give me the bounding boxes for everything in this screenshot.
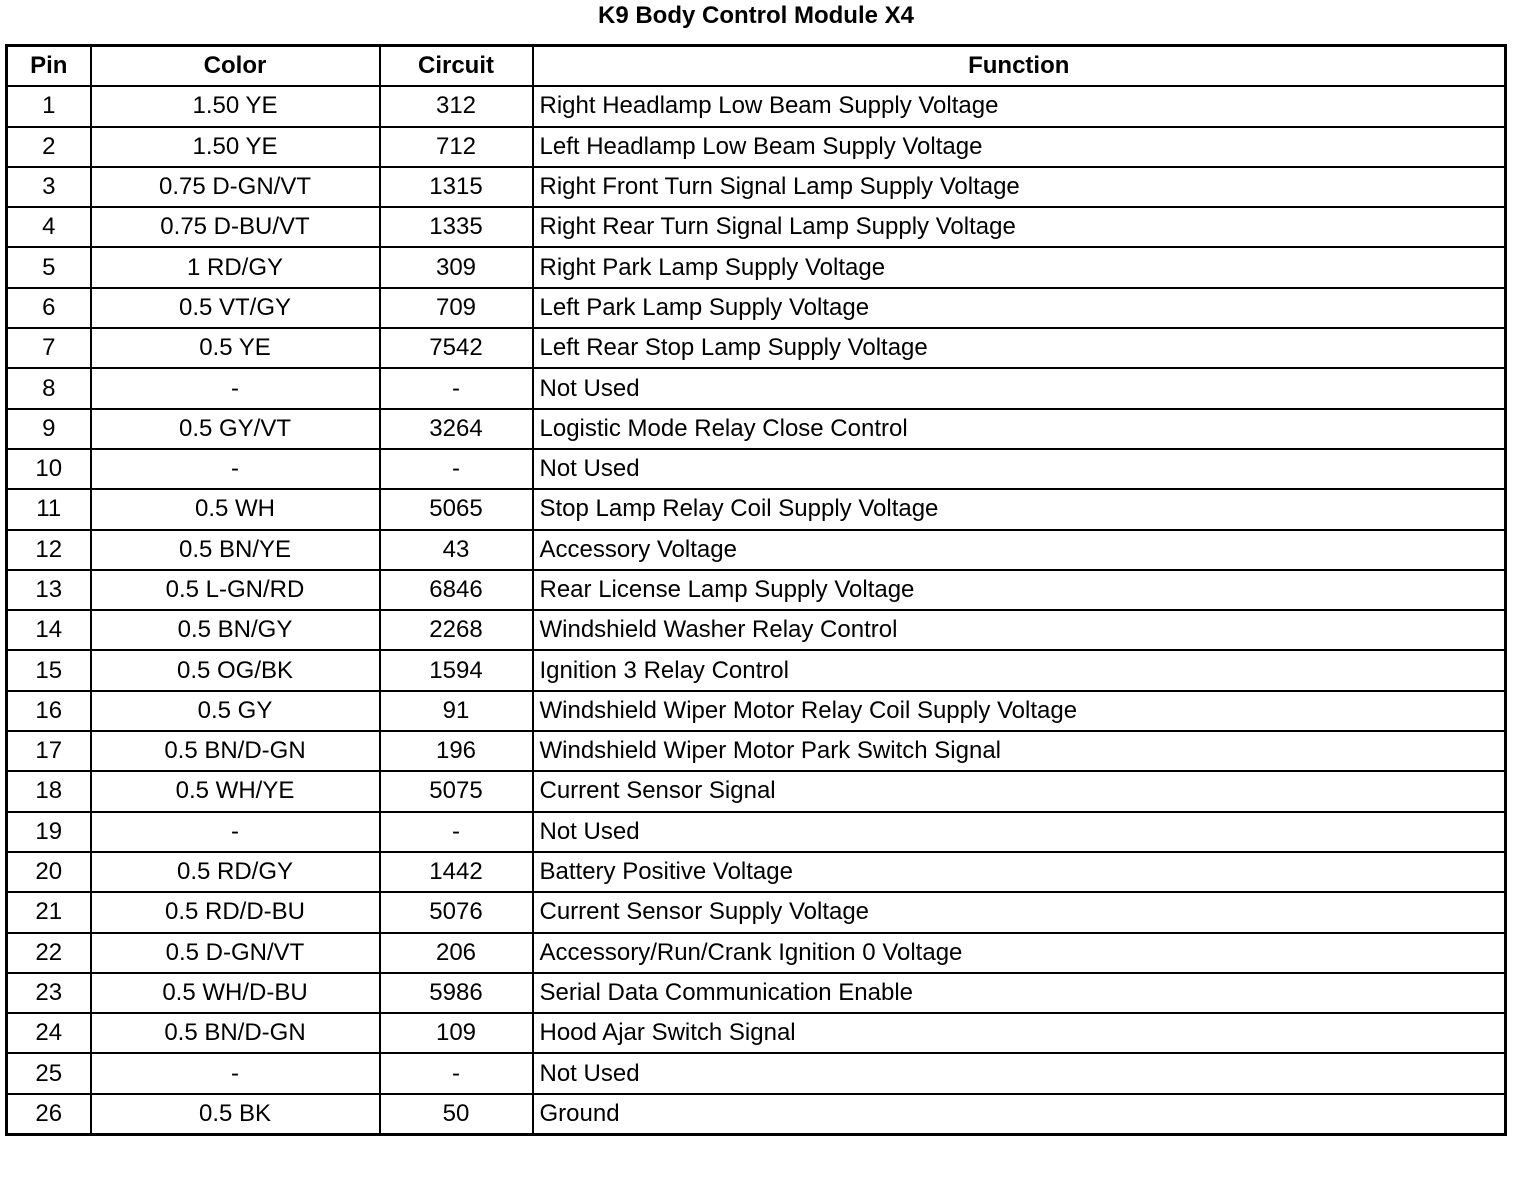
function-cell: Not Used bbox=[533, 1053, 1506, 1093]
function-cell: Accessory Voltage bbox=[533, 530, 1506, 570]
table-row bbox=[7, 973, 1506, 1013]
color-cell: 1 RD/GY bbox=[91, 247, 380, 287]
color-cell: 0.5 OG/BK bbox=[91, 650, 380, 690]
table-header-row bbox=[7, 46, 1506, 87]
color-cell: 0.5 BK bbox=[91, 1094, 380, 1135]
table-row bbox=[7, 167, 1506, 207]
circuit-cell: 3264 bbox=[380, 409, 533, 449]
pin-cell: 13 bbox=[7, 570, 91, 610]
table-row bbox=[7, 530, 1506, 570]
color-cell: 0.5 BN/GY bbox=[91, 610, 380, 650]
table-row bbox=[7, 933, 1506, 973]
function-cell: Not Used bbox=[533, 368, 1506, 408]
circuit-cell: - bbox=[380, 812, 533, 852]
pin-cell: 8 bbox=[7, 368, 91, 408]
function-cell: Right Headlamp Low Beam Supply Voltage bbox=[533, 86, 1506, 126]
function-cell: Not Used bbox=[533, 449, 1506, 489]
pin-cell: 16 bbox=[7, 691, 91, 731]
table-body bbox=[7, 86, 1506, 1134]
table-row bbox=[7, 650, 1506, 690]
circuit-cell: 7542 bbox=[380, 328, 533, 368]
circuit-cell: 1335 bbox=[380, 207, 533, 247]
table-row bbox=[7, 328, 1506, 368]
circuit-cell: 2268 bbox=[380, 610, 533, 650]
table-row bbox=[7, 449, 1506, 489]
pin-cell: 24 bbox=[7, 1013, 91, 1053]
table-row bbox=[7, 247, 1506, 287]
pin-cell: 23 bbox=[7, 973, 91, 1013]
pin-cell: 19 bbox=[7, 812, 91, 852]
pin-cell: 9 bbox=[7, 409, 91, 449]
color-cell: 0.75 D-GN/VT bbox=[91, 167, 380, 207]
circuit-cell: 43 bbox=[380, 530, 533, 570]
function-cell: Right Rear Turn Signal Lamp Supply Voltage bbox=[533, 207, 1506, 247]
pin-cell: 21 bbox=[7, 892, 91, 932]
color-cell: 0.5 WH bbox=[91, 489, 380, 529]
color-cell: 0.5 L-GN/RD bbox=[91, 570, 380, 610]
color-cell: 0.5 BN/D-GN bbox=[91, 1013, 380, 1053]
pin-cell: 18 bbox=[7, 771, 91, 811]
color-cell: 0.5 RD/GY bbox=[91, 852, 380, 892]
table-row bbox=[7, 812, 1506, 852]
pin-cell: 15 bbox=[7, 650, 91, 690]
circuit-cell: - bbox=[380, 368, 533, 408]
circuit-cell: 109 bbox=[380, 1013, 533, 1053]
table-row bbox=[7, 691, 1506, 731]
column-header-function: Function bbox=[533, 46, 1506, 87]
table-row bbox=[7, 610, 1506, 650]
pin-cell: 17 bbox=[7, 731, 91, 771]
circuit-cell: 312 bbox=[380, 86, 533, 126]
color-cell: - bbox=[91, 449, 380, 489]
table-row bbox=[7, 368, 1506, 408]
circuit-cell: 5986 bbox=[380, 973, 533, 1013]
function-cell: Current Sensor Supply Voltage bbox=[533, 892, 1506, 932]
column-header-color: Color bbox=[91, 46, 380, 87]
color-cell: 0.5 BN/D-GN bbox=[91, 731, 380, 771]
function-cell: Right Park Lamp Supply Voltage bbox=[533, 247, 1506, 287]
function-cell: Hood Ajar Switch Signal bbox=[533, 1013, 1506, 1053]
color-cell: - bbox=[91, 368, 380, 408]
table-row bbox=[7, 892, 1506, 932]
table-row bbox=[7, 86, 1506, 126]
circuit-cell: 6846 bbox=[380, 570, 533, 610]
pin-cell: 6 bbox=[7, 288, 91, 328]
pin-cell: 3 bbox=[7, 167, 91, 207]
color-cell: 0.5 YE bbox=[91, 328, 380, 368]
color-cell: 0.5 GY/VT bbox=[91, 409, 380, 449]
pin-cell: 11 bbox=[7, 489, 91, 529]
pin-cell: 5 bbox=[7, 247, 91, 287]
circuit-cell: 309 bbox=[380, 247, 533, 287]
table-row bbox=[7, 127, 1506, 167]
pin-cell: 4 bbox=[7, 207, 91, 247]
table-row bbox=[7, 731, 1506, 771]
color-cell: - bbox=[91, 1053, 380, 1093]
circuit-cell: 50 bbox=[380, 1094, 533, 1135]
function-cell: Left Rear Stop Lamp Supply Voltage bbox=[533, 328, 1506, 368]
function-cell: Windshield Wiper Motor Park Switch Signal bbox=[533, 731, 1506, 771]
table-row bbox=[7, 1053, 1506, 1093]
circuit-cell: - bbox=[380, 449, 533, 489]
pin-cell: 20 bbox=[7, 852, 91, 892]
color-cell: 0.5 WH/YE bbox=[91, 771, 380, 811]
table-row bbox=[7, 409, 1506, 449]
function-cell: Ground bbox=[533, 1094, 1506, 1135]
table-row bbox=[7, 288, 1506, 328]
table-row bbox=[7, 570, 1506, 610]
pin-cell: 2 bbox=[7, 127, 91, 167]
function-cell: Not Used bbox=[533, 812, 1506, 852]
circuit-cell: 5075 bbox=[380, 771, 533, 811]
color-cell: 1.50 YE bbox=[91, 86, 380, 126]
pin-cell: 22 bbox=[7, 933, 91, 973]
function-cell: Battery Positive Voltage bbox=[533, 852, 1506, 892]
function-cell: Right Front Turn Signal Lamp Supply Voltage bbox=[533, 167, 1506, 207]
pin-cell: 12 bbox=[7, 530, 91, 570]
function-cell: Current Sensor Signal bbox=[533, 771, 1506, 811]
color-cell: 0.5 D-GN/VT bbox=[91, 933, 380, 973]
pin-cell: 14 bbox=[7, 610, 91, 650]
color-cell: - bbox=[91, 812, 380, 852]
table-row bbox=[7, 1094, 1506, 1135]
column-header-pin: Pin bbox=[7, 46, 91, 87]
circuit-cell: 206 bbox=[380, 933, 533, 973]
circuit-cell: 91 bbox=[380, 691, 533, 731]
circuit-cell: 5076 bbox=[380, 892, 533, 932]
color-cell: 0.5 GY bbox=[91, 691, 380, 731]
table-row bbox=[7, 771, 1506, 811]
pin-cell: 10 bbox=[7, 449, 91, 489]
pin-cell: 26 bbox=[7, 1094, 91, 1135]
circuit-cell: 709 bbox=[380, 288, 533, 328]
circuit-cell: 196 bbox=[380, 731, 533, 771]
function-cell: Rear License Lamp Supply Voltage bbox=[533, 570, 1506, 610]
pin-cell: 25 bbox=[7, 1053, 91, 1093]
color-cell: 0.5 VT/GY bbox=[91, 288, 380, 328]
color-cell: 1.50 YE bbox=[91, 127, 380, 167]
function-cell: Left Park Lamp Supply Voltage bbox=[533, 288, 1506, 328]
table-row bbox=[7, 207, 1506, 247]
circuit-cell: 712 bbox=[380, 127, 533, 167]
table-row bbox=[7, 1013, 1506, 1053]
function-cell: Windshield Washer Relay Control bbox=[533, 610, 1506, 650]
circuit-cell: 5065 bbox=[380, 489, 533, 529]
function-cell: Left Headlamp Low Beam Supply Voltage bbox=[533, 127, 1506, 167]
table-row bbox=[7, 489, 1506, 529]
connector-pin-table bbox=[5, 44, 1507, 1136]
color-cell: 0.5 RD/D-BU bbox=[91, 892, 380, 932]
table-row bbox=[7, 852, 1506, 892]
page-title: K9 Body Control Module X4 bbox=[597, 2, 914, 29]
circuit-cell: 1594 bbox=[380, 650, 533, 690]
circuit-cell: - bbox=[380, 1053, 533, 1093]
color-cell: 0.5 WH/D-BU bbox=[91, 973, 380, 1013]
function-cell: Accessory/Run/Crank Ignition 0 Voltage bbox=[533, 933, 1506, 973]
circuit-cell: 1442 bbox=[380, 852, 533, 892]
pin-cell: 1 bbox=[7, 86, 91, 126]
pin-cell: 7 bbox=[7, 328, 91, 368]
color-cell: 0.75 D-BU/VT bbox=[91, 207, 380, 247]
function-cell: Stop Lamp Relay Coil Supply Voltage bbox=[533, 489, 1506, 529]
function-cell: Logistic Mode Relay Close Control bbox=[533, 409, 1506, 449]
function-cell: Serial Data Communication Enable bbox=[533, 973, 1506, 1013]
column-header-circuit: Circuit bbox=[380, 46, 533, 87]
function-cell: Windshield Wiper Motor Relay Coil Supply Voltage bbox=[533, 691, 1506, 731]
color-cell: 0.5 BN/YE bbox=[91, 530, 380, 570]
circuit-cell: 1315 bbox=[380, 167, 533, 207]
function-cell: Ignition 3 Relay Control bbox=[533, 650, 1506, 690]
